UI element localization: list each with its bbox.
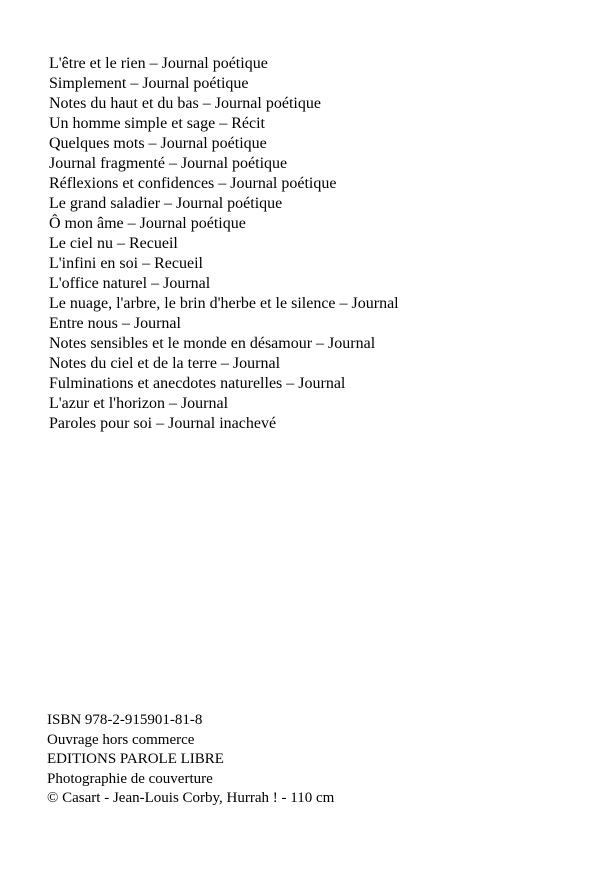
work-title: Le ciel nu – Recueil <box>49 235 178 252</box>
work-title: Notes sensibles et le monde en désamour – Journal <box>49 335 376 352</box>
work-title: L'être et le rien – Journal poétique <box>49 55 268 72</box>
work-title: Simplement – Journal poétique <box>49 75 249 92</box>
work-title: Notes du ciel et de la terre – Journal <box>49 355 281 372</box>
cover-photo-credit: © Casart - Jean-Louis Corby, Hurrah ! - 110 cm <box>47 790 335 806</box>
work-title: Ô mon âme – Journal poétique <box>49 215 246 232</box>
work-title: Notes du haut et du bas – Journal poétique <box>49 95 321 112</box>
colophon <box>47 711 334 809</box>
publisher-name: EDITIONS PAROLE LIBRE <box>47 751 224 767</box>
work-title: Un homme simple et sage – Récit <box>49 115 265 132</box>
works-list <box>49 54 399 434</box>
work-title: Fulminations et anecdotes naturelles – Journal <box>49 375 346 392</box>
cover-photo-label: Photographie de couverture <box>47 770 213 787</box>
isbn: ISBN 978-2-915901-81-8 <box>47 712 203 728</box>
work-title: L'infini en soi – Recueil <box>49 255 203 272</box>
work-title: L'azur et l'horizon – Journal <box>49 395 229 412</box>
work-title: Le nuage, l'arbre, le brin d'herbe et le silence – Journal <box>49 295 399 312</box>
work-title: Paroles pour soi – Journal inachevé <box>49 415 277 432</box>
work-title: Entre nous – Journal <box>49 315 181 332</box>
work-title: L'office naturel – Journal <box>49 275 211 292</box>
work-title: Le grand saladier – Journal poétique <box>49 195 283 212</box>
edition-note: Ouvrage hors commerce <box>47 731 195 748</box>
work-title: Réflexions et confidences – Journal poétique <box>49 175 337 192</box>
work-title: Journal fragmenté – Journal poétique <box>49 155 288 172</box>
work-title: Quelques mots – Journal poétique <box>49 135 267 152</box>
